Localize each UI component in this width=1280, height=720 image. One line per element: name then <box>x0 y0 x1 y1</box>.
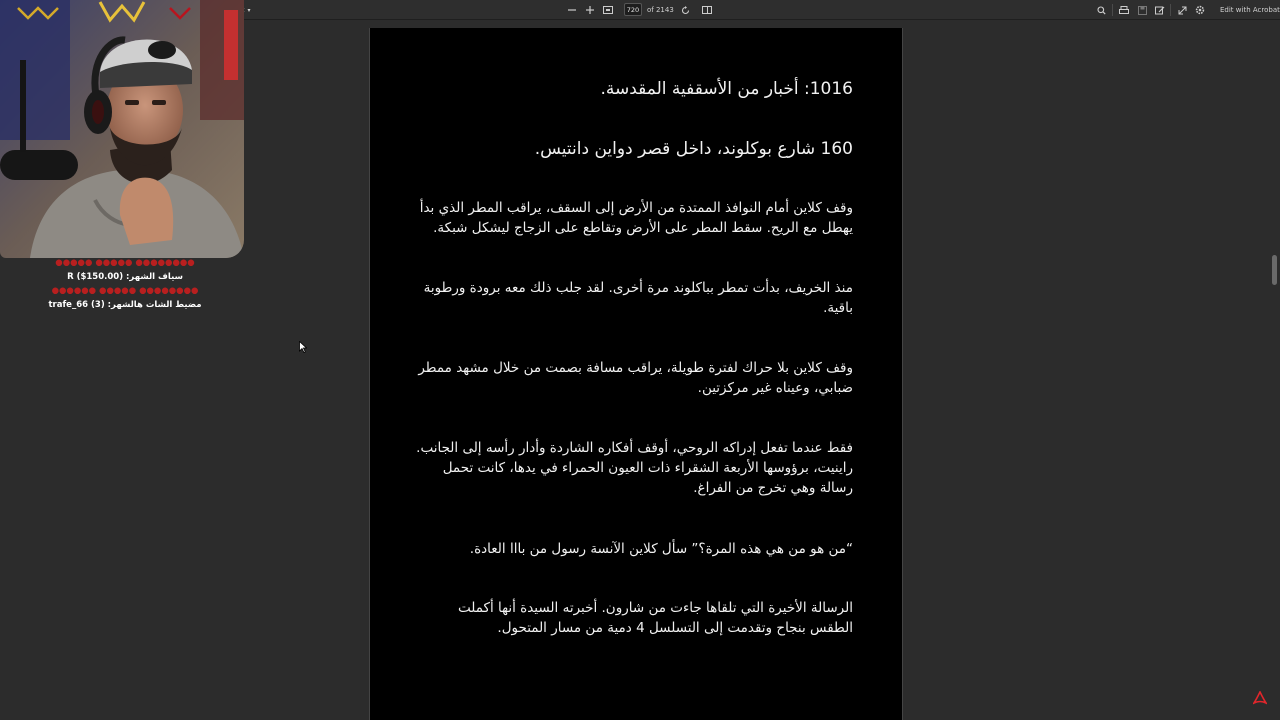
paragraph: “من هو من هي هذه المرة؟” سأل كلاين الآنسة رسول من بااا العادة. <box>469 541 853 557</box>
acrobat-logo-icon[interactable] <box>1253 690 1267 704</box>
streamer-webcam-image <box>0 0 244 258</box>
top-donor-line: سياف الشهر: (150.00$) R <box>67 272 183 282</box>
search-icon[interactable] <box>1092 0 1110 20</box>
page-number-input[interactable]: 720 <box>624 3 642 16</box>
scrollbar-thumb[interactable] <box>1272 255 1277 285</box>
expand-icon[interactable] <box>1173 0 1191 20</box>
toolbar-divider <box>1170 4 1171 16</box>
paragraph: فقط عندما تفعل إدراكه الروحي، أوقف أفكاره الشاردة وأدار رأسه إلى الجانب. راينيت، برؤوسها الأربعة الشقراء ذات العيون الحمراء في يدها، كانت تحمل رسالة وهي تخرج من الفراغ. <box>416 440 853 496</box>
webcam-overlay <box>0 0 244 258</box>
paragraph: وقف كلاين بلا حراك لفترة طويلة، يراقب مسافة بصمت من خلال مشهد ممطر ضبابي، وعيناه غير مركزتين. <box>418 360 853 396</box>
settings-gear-icon[interactable] <box>1191 0 1209 20</box>
stream-overlay-text <box>0 258 250 314</box>
zoom-out-button[interactable] <box>563 0 581 20</box>
fit-page-icon[interactable] <box>599 0 617 20</box>
print-icon[interactable] <box>1115 0 1133 20</box>
paragraph: الرسالة الأخيرة التي تلقاها جاءت من شارون. أخبرته السيدة أنها أكملت الطقس بنجاح وتقدمت إلى التسلسل 4 دمية من مسار المتحول. <box>458 600 853 636</box>
pdf-page <box>369 28 903 720</box>
save-icon[interactable] <box>1133 0 1151 20</box>
edit-with-acrobat-button[interactable]: Edit with Acrobat <box>1220 6 1280 14</box>
page-total: of 2143 <box>647 6 674 14</box>
vertical-scrollbar[interactable] <box>1270 20 1279 720</box>
paragraph: 160 شارع بوكلوند، داخل قصر دواين دانتيس. <box>534 139 853 159</box>
paragraph: وقف كلاين أمام النوافذ الممتدة من الأرض إلى السقف، يراقب المطر الذي بدأ يهطل مع الريح. سقط المطر على الأرض وتقاطع على الزجاج ليشكل شبكة. <box>419 200 853 236</box>
overlay-decor-line: ●●●●●●●● ●●●●● ●●●●● <box>55 258 195 268</box>
paragraph: منذ الخريف، بدأت تمطر بباكلوند مرة أخرى. لقد جلب ذلك معه برودة ورطوبة باقية. <box>423 280 853 316</box>
chevron-down-icon: ▾ <box>247 6 251 14</box>
chat-leader-line: مضيط الشات هالشهر: (3) trafe_66 <box>48 300 202 310</box>
rotate-icon[interactable] <box>676 0 694 20</box>
zoom-in-button[interactable] <box>581 0 599 20</box>
sign-icon[interactable] <box>1151 0 1169 20</box>
toolbar-divider <box>1112 4 1113 16</box>
page-view-icon[interactable] <box>698 0 716 20</box>
overlay-decor-line: ●●●●●●●● ●●●●● ●●●●●● <box>51 286 199 296</box>
paragraph: 1016: أخبار من الأسقفية المقدسة. <box>600 79 853 99</box>
mouse-cursor-icon <box>299 338 307 357</box>
